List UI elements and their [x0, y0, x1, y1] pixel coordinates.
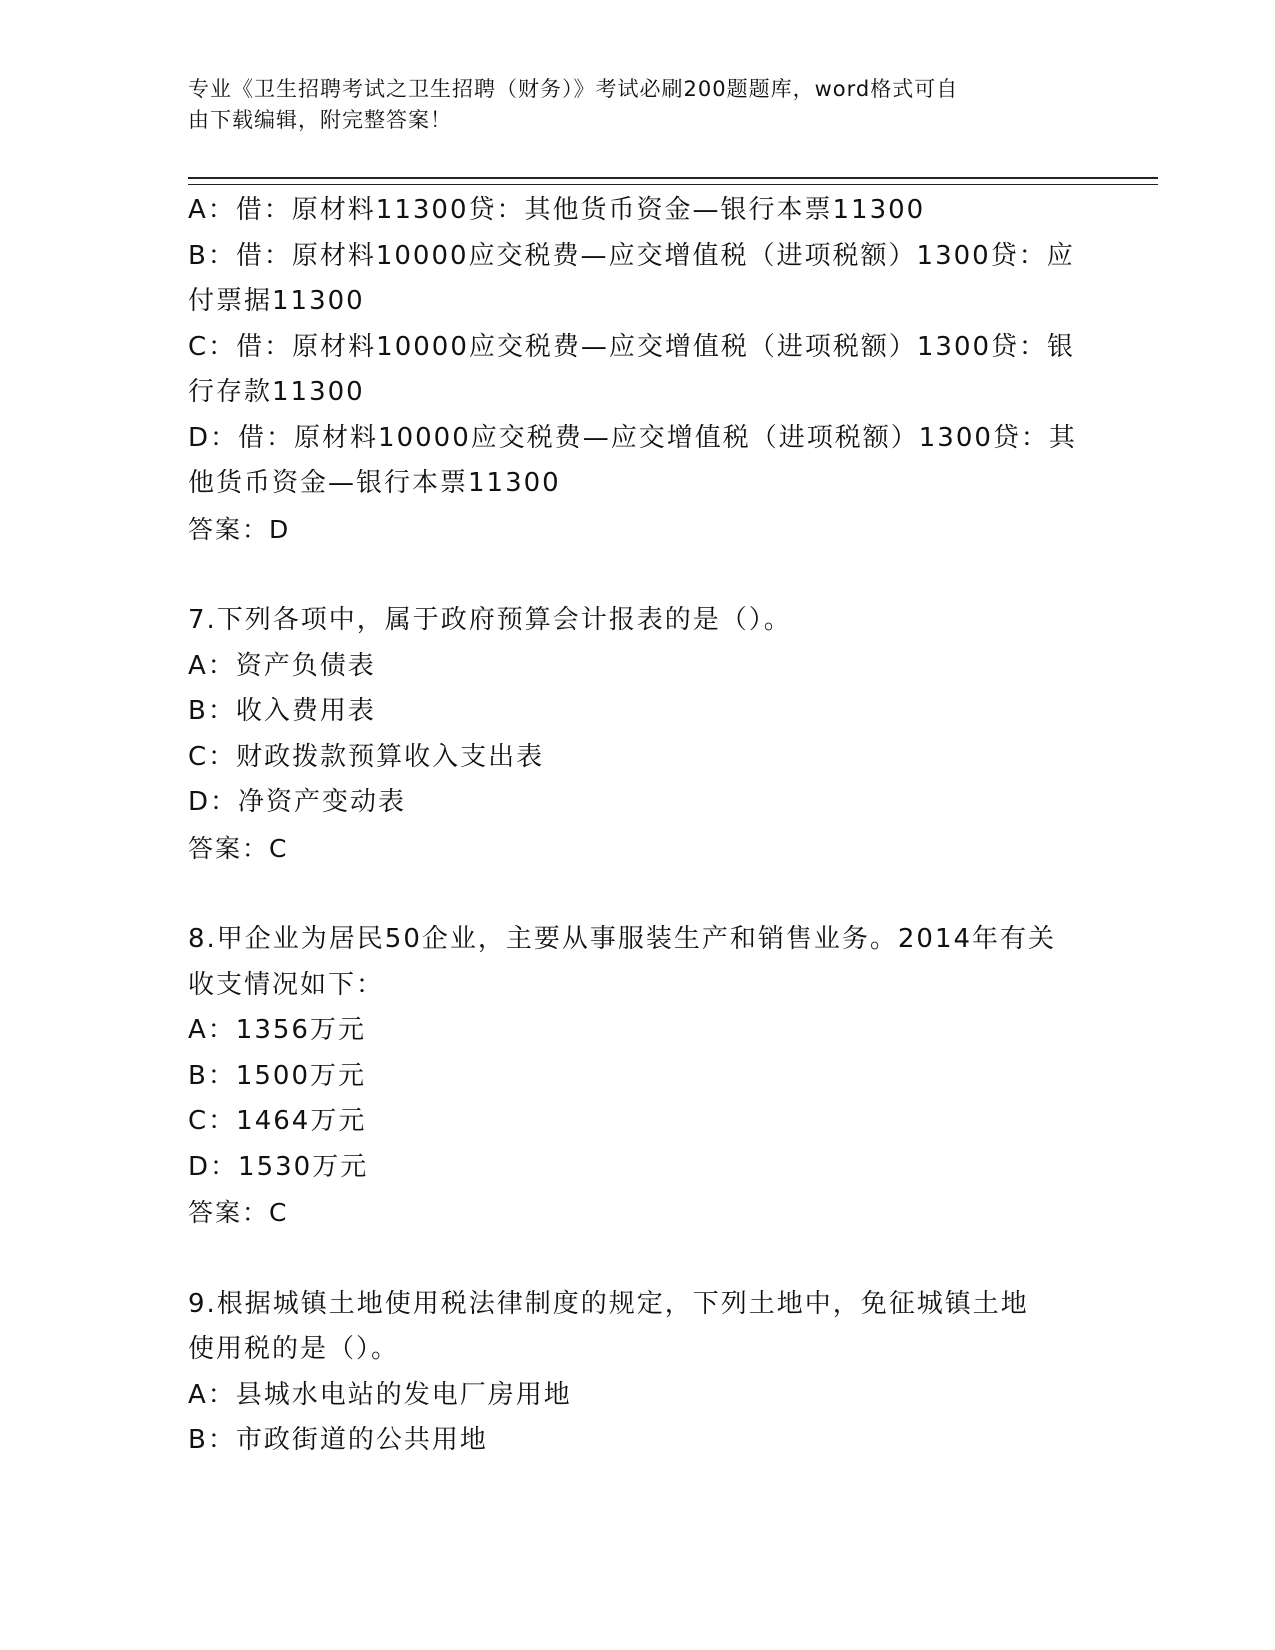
option-a: A：1356万元	[188, 1015, 366, 1045]
option-text-line: 他货币资金—银行本票11300	[188, 468, 561, 498]
option-text-line: 行存款11300	[188, 377, 365, 407]
option-a: A：县城水电站的发电厂房用地	[188, 1379, 572, 1410]
option-text-line: C：借：原材料10000应交税费—应交增值税（进项税额）1300贷：银	[188, 331, 1076, 362]
question-stem: 7.下列各项中，属于政府预算会计报表的是（）。	[188, 605, 792, 635]
option-b: B：收入费用表	[188, 696, 376, 726]
question-6-continued	[188, 188, 1088, 552]
header-line-2: 由下载编辑，附完整答案！	[188, 108, 452, 132]
option-c: C：1464万元	[188, 1106, 367, 1136]
question-8	[188, 917, 1088, 1236]
question-9	[188, 1282, 1088, 1464]
option-text-line: A：借：原材料11300贷：其他货币资金—银行本票11300	[188, 195, 926, 225]
document-header	[188, 74, 1068, 136]
option-d: D：净资产变动表	[188, 787, 407, 817]
question-stem: 使用税的是（）。	[188, 1334, 400, 1364]
answer-line: 答案：D	[188, 514, 291, 544]
option-a: A：资产负债表	[188, 650, 376, 681]
option-text-line: 付票据11300	[188, 286, 365, 316]
option-a	[188, 188, 1088, 234]
option-b	[188, 234, 1088, 325]
option-b: B：市政街道的公共用地	[188, 1425, 488, 1455]
question-stem: 收支情况如下：	[188, 969, 385, 1000]
option-c: C：财政拨款预算收入支出表	[188, 741, 545, 772]
spacer	[188, 871, 1088, 917]
question-stem: 8.甲企业为居民50企业，主要从事服装生产和销售业务。2014年有关	[188, 924, 1057, 954]
option-d	[188, 416, 1088, 507]
answer-line: 答案：C	[188, 833, 289, 863]
spacer	[188, 1236, 1088, 1282]
document-body	[188, 188, 1088, 1464]
header-rule-thick	[188, 177, 1158, 179]
question-stem: 9.根据城镇土地使用税法律制度的规定，下列土地中，免征城镇土地	[188, 1288, 1029, 1319]
option-d: D：1530万元	[188, 1151, 369, 1182]
header-line-1: 专业《卫生招聘考试之卫生招聘（财务）》考试必刷200题题库，word格式可自	[188, 77, 959, 101]
option-text-line: B：借：原材料10000应交税费—应交增值税（进项税额）1300贷：应	[188, 240, 1075, 271]
spacer	[188, 552, 1088, 598]
option-b: B：1500万元	[188, 1060, 367, 1091]
option-c	[188, 325, 1088, 416]
option-text-line: D：借：原材料10000应交税费—应交增值税（进项税额）1300贷：其	[188, 422, 1077, 453]
answer-line: 答案：C	[188, 1198, 289, 1227]
header-rule-thin	[188, 184, 1158, 185]
question-7	[188, 598, 1088, 871]
